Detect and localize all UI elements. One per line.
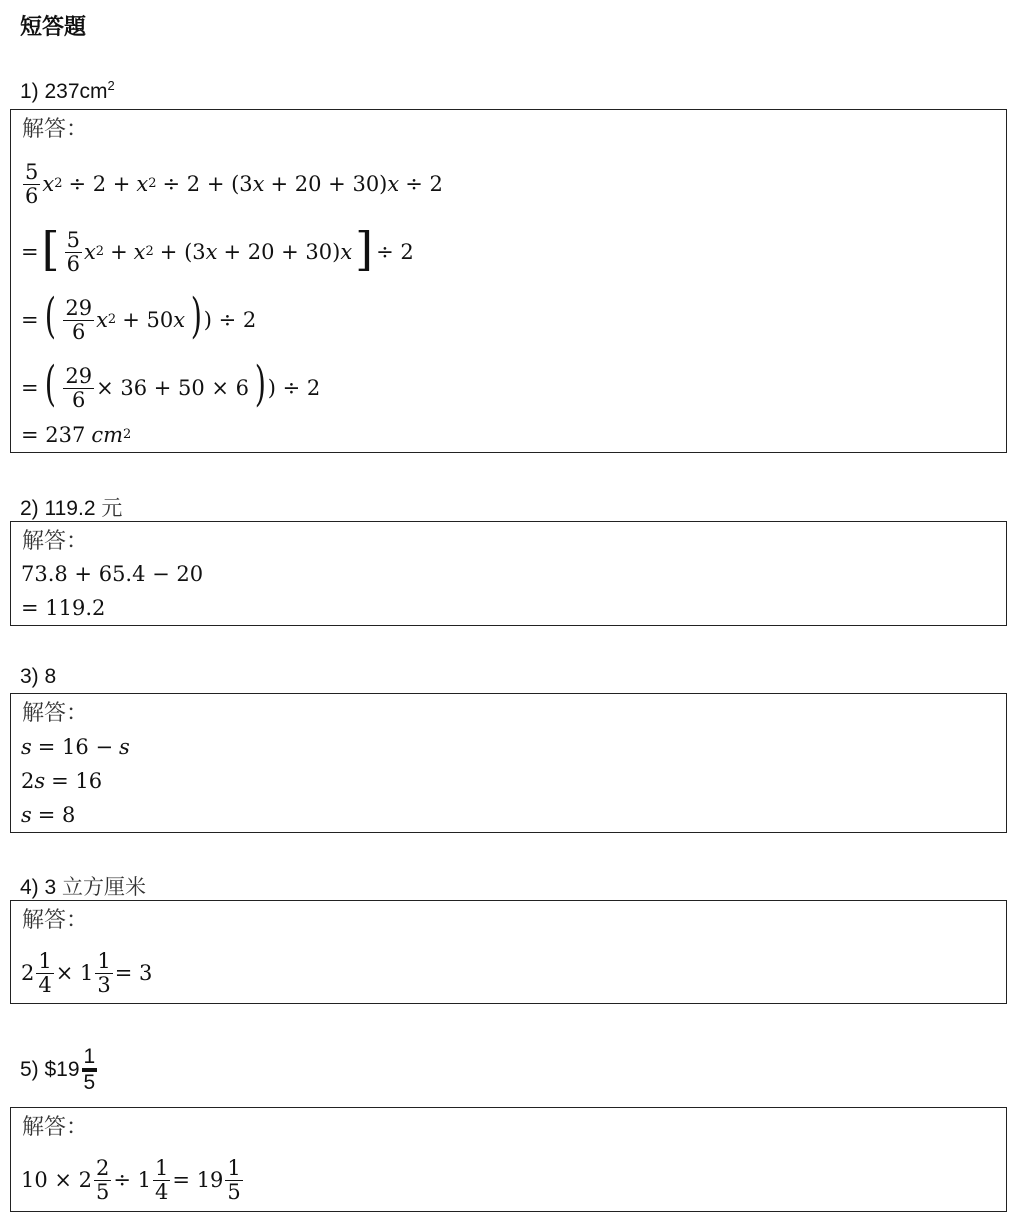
- question-2-solution-box: [10, 521, 1007, 626]
- question-3-heading: [20, 665, 56, 689]
- fraction: $\frac{1}{4}$: [155, 1156, 169, 1204]
- question-4-solution-box: [10, 900, 1007, 1004]
- question-2-heading: [20, 492, 122, 522]
- question-4-heading: [20, 871, 146, 901]
- fraction: $\frac{1}{3}$: [97, 949, 111, 997]
- question-4-answer: 4) 3: [20, 876, 57, 899]
- q5-step-1: 10 × 2 $\frac{2}{5}$ ÷ 1 $\frac{1}{4}$ = 19 $\frac{1}{5}$: [21, 1156, 241, 1204]
- answer-label: 解答：: [22, 908, 89, 933]
- question-5-solution-box: [10, 1107, 1007, 1212]
- fraction: $\frac{29}{6}$: [65, 296, 93, 344]
- q4-step-1: 2 $\frac{1}{4}$ × 1 $\frac{1}{3}$ = 3: [21, 949, 153, 997]
- answer-label: 解答：: [22, 701, 89, 726]
- question-2-answer: 2) 119.2: [20, 497, 96, 520]
- question-5-heading: [20, 1046, 99, 1094]
- question-3-answer: 3) 8: [20, 665, 57, 688]
- fraction: $\frac{5}{6}$: [66, 228, 80, 276]
- fraction: $\frac{29}{6}$: [65, 364, 93, 412]
- question-1-solution-box: [10, 109, 1007, 453]
- q3-step-1: s = 16 − s: [21, 735, 130, 759]
- fraction: $\frac{5}{6}$: [25, 160, 39, 208]
- q2-step-2: = 119.2: [21, 596, 106, 620]
- superscript: 2: [107, 78, 115, 93]
- answer-label: 解答：: [22, 117, 89, 142]
- question-1-answer: 1) 237cm: [20, 80, 108, 103]
- q3-step-3: s = 8: [21, 803, 76, 827]
- answer-label: 解答：: [22, 529, 89, 554]
- page-title: 短答題: [20, 14, 87, 39]
- q1-step-4: = ( $\frac{29}{6}$ × 36 + 50 × 6 ) ) ÷ 2: [21, 356, 321, 412]
- question-3-solution-box: [10, 693, 1007, 833]
- q1-step-1: $\frac{5}{6}$ x 2 ÷ 2 + x 2 ÷ 2 + (3 x + 20 + 30) x ÷ 2: [25, 160, 443, 208]
- q1-step-5: = 237 cm 2: [21, 423, 132, 447]
- q1-step-2: = [ $\frac{5}{6}$ x 2 + x 2 + (3 x + 20 + 30) x ] ÷ 2: [21, 222, 414, 276]
- question-5-answer: 5) $19: [20, 1058, 80, 1082]
- answer-label: 解答：: [22, 1115, 89, 1140]
- fraction: $\frac{1}{4}$: [38, 949, 52, 997]
- fraction: $\frac{1}{5}$: [227, 1156, 241, 1204]
- question-1-heading: [20, 80, 115, 104]
- q2-step-1: 73.8 + 65.4 − 20: [21, 562, 204, 586]
- q1-step-3: = ( $\frac{29}{6}$ x 2 + 50 x ) ) ÷ 2: [21, 288, 257, 344]
- fraction: $\frac{2}{5}$: [96, 1156, 110, 1204]
- q3-step-2: 2 s = 16: [21, 769, 103, 793]
- unit: 元: [101, 496, 123, 520]
- fraction: $\frac{1}{5}$: [83, 1045, 96, 1095]
- unit: 立方厘米: [62, 875, 147, 899]
